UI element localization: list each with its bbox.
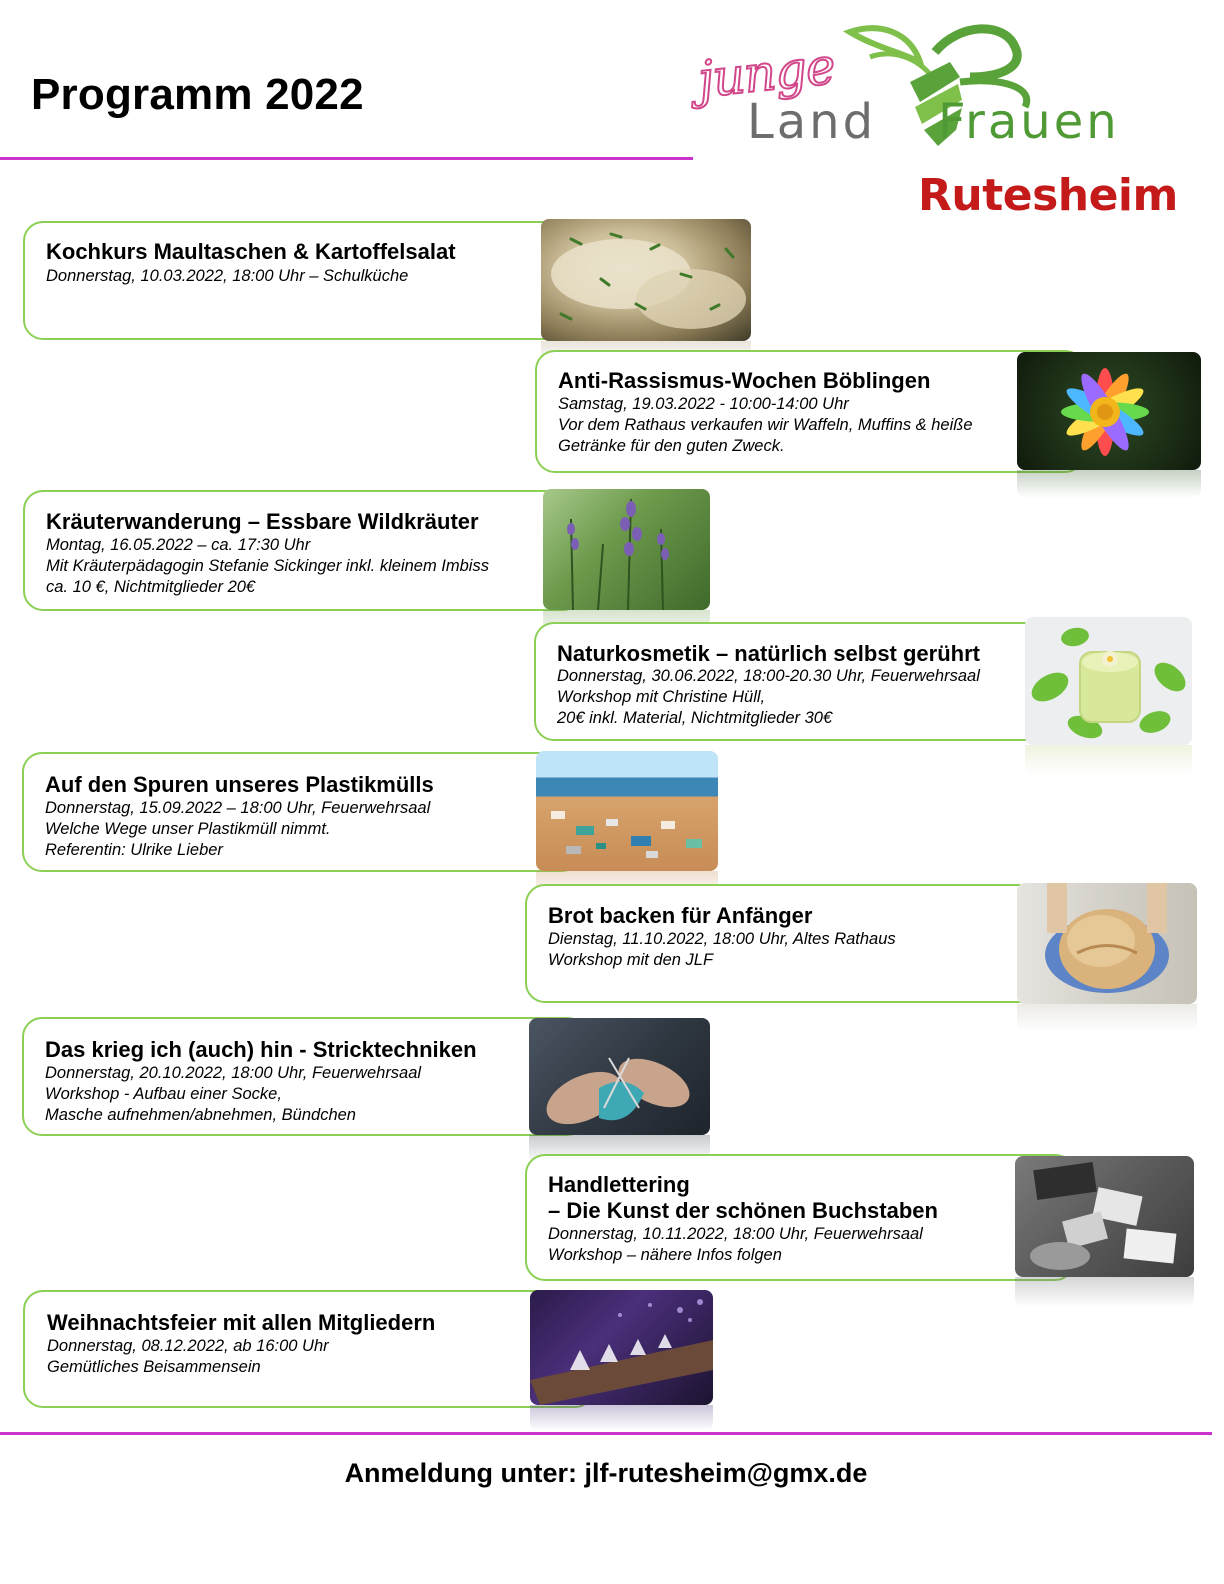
rainbow-flower-photo (1017, 352, 1201, 470)
festive-table-photo (530, 1290, 713, 1405)
bottom-divider (0, 1432, 1212, 1435)
cream-jar-photo (1025, 617, 1192, 745)
event-description: Workshop - Aufbau einer Socke, (45, 1085, 282, 1103)
event-card (23, 1290, 595, 1408)
maultaschen-photo (541, 219, 751, 341)
event-card (525, 1154, 1075, 1281)
event-card (22, 752, 582, 872)
wild-herbs-photo (543, 489, 710, 610)
event-description: Referentin: Ulrike Lieber (45, 841, 223, 859)
logo-frauen: Frauen (938, 94, 1120, 150)
event-description: Workshop – nähere Infos folgen (548, 1246, 782, 1264)
event-title: Weihnachtsfeier mit allen Mitgliedern (47, 1310, 436, 1335)
event-card (535, 350, 1085, 473)
event-card (23, 221, 593, 340)
bread-photo (1017, 883, 1197, 1004)
event-title: Kochkurs Maultaschen & Kartoffelsalat (46, 239, 456, 264)
event-card (525, 884, 1085, 1003)
event-date: Donnerstag, 30.06.2022, 18:00-20.30 Uhr, Feuerwehrsaal (557, 667, 980, 685)
lettering-photo (1015, 1156, 1194, 1277)
event-card (22, 1017, 587, 1136)
event-description: Mit Kräuterpädagogin Stefanie Sickinger inkl. kleinem Imbiss (46, 557, 489, 575)
photo-reflection (1017, 1004, 1197, 1032)
event-description: Welche Wege unser Plastikmüll nimmt. (45, 820, 331, 838)
event-date: Donnerstag, 15.09.2022 – 18:00 Uhr, Feuerwehrsaal (45, 799, 431, 817)
logo (690, 22, 1178, 222)
event-description: Workshop mit den JLF (548, 951, 714, 969)
event-description: Masche aufnehmen/abnehmen, Bündchen (45, 1106, 356, 1124)
logo-land: Land (747, 94, 877, 150)
photo-reflection (1025, 745, 1192, 775)
top-divider (0, 157, 693, 160)
event-date: Donnerstag, 10.11.2022, 18:00 Uhr, Feuerwehrsaal (548, 1225, 923, 1243)
event-title: Brot backen für Anfänger (548, 903, 813, 928)
event-description: Vor dem Rathaus verkaufen wir Waffeln, Muffins & heiße (558, 416, 973, 434)
event-title: Anti-Rassismus-Wochen Böblingen (558, 368, 931, 393)
beach-plastic-photo (536, 751, 718, 871)
event-description: 20€ inkl. Material, Nichtmitglieder 30€ (557, 709, 833, 727)
event-description: Gemütliches Beisammensein (47, 1358, 261, 1376)
event-description: ca. 10 €, Nichtmitglieder 20€ (46, 578, 256, 596)
event-date: Dienstag, 11.10.2022, 18:00 Uhr, Altes Rathaus (548, 930, 896, 948)
photo-reflection (1017, 470, 1201, 498)
event-description: Getränke für den guten Zweck. (558, 437, 785, 455)
photo-reflection (530, 1405, 713, 1431)
knitting-photo (529, 1018, 710, 1135)
registration-note: Anmeldung unter: jlf-rutesheim@gmx.de (344, 1458, 868, 1488)
logo-city: Rutesheim (918, 170, 1178, 221)
event-date: Donnerstag, 20.10.2022, 18:00 Uhr, Feuerwehrsaal (45, 1064, 422, 1082)
event-title: Das krieg ich (auch) hin - Stricktechniken (45, 1037, 477, 1062)
event-card (23, 490, 583, 611)
logo-junge: junge (695, 37, 838, 109)
event-description: Workshop mit Christine Hüll, (557, 688, 766, 706)
event-date: Montag, 16.05.2022 – ca. 17:30 Uhr (46, 536, 311, 554)
event-card (534, 622, 1080, 741)
event-title: Kräuterwanderung – Essbare Wildkräuter (46, 509, 479, 534)
event-title: Auf den Spuren unseres Plastikmülls (45, 772, 434, 797)
event-title: Handlettering (548, 1172, 690, 1197)
event-title-line2: – Die Kunst der schönen Buchstaben (548, 1198, 938, 1223)
photo-reflection (1015, 1277, 1194, 1307)
event-title: Naturkosmetik – natürlich selbst gerührt (557, 641, 980, 666)
event-date: Donnerstag, 08.12.2022, ab 16:00 Uhr (47, 1337, 329, 1355)
event-date: Donnerstag, 10.03.2022, 18:00 Uhr – Schulküche (46, 267, 409, 285)
event-date: Samstag, 19.03.2022 - 10:00-14:00 Uhr (558, 395, 849, 413)
page-title: Programm 2022 (31, 70, 364, 119)
